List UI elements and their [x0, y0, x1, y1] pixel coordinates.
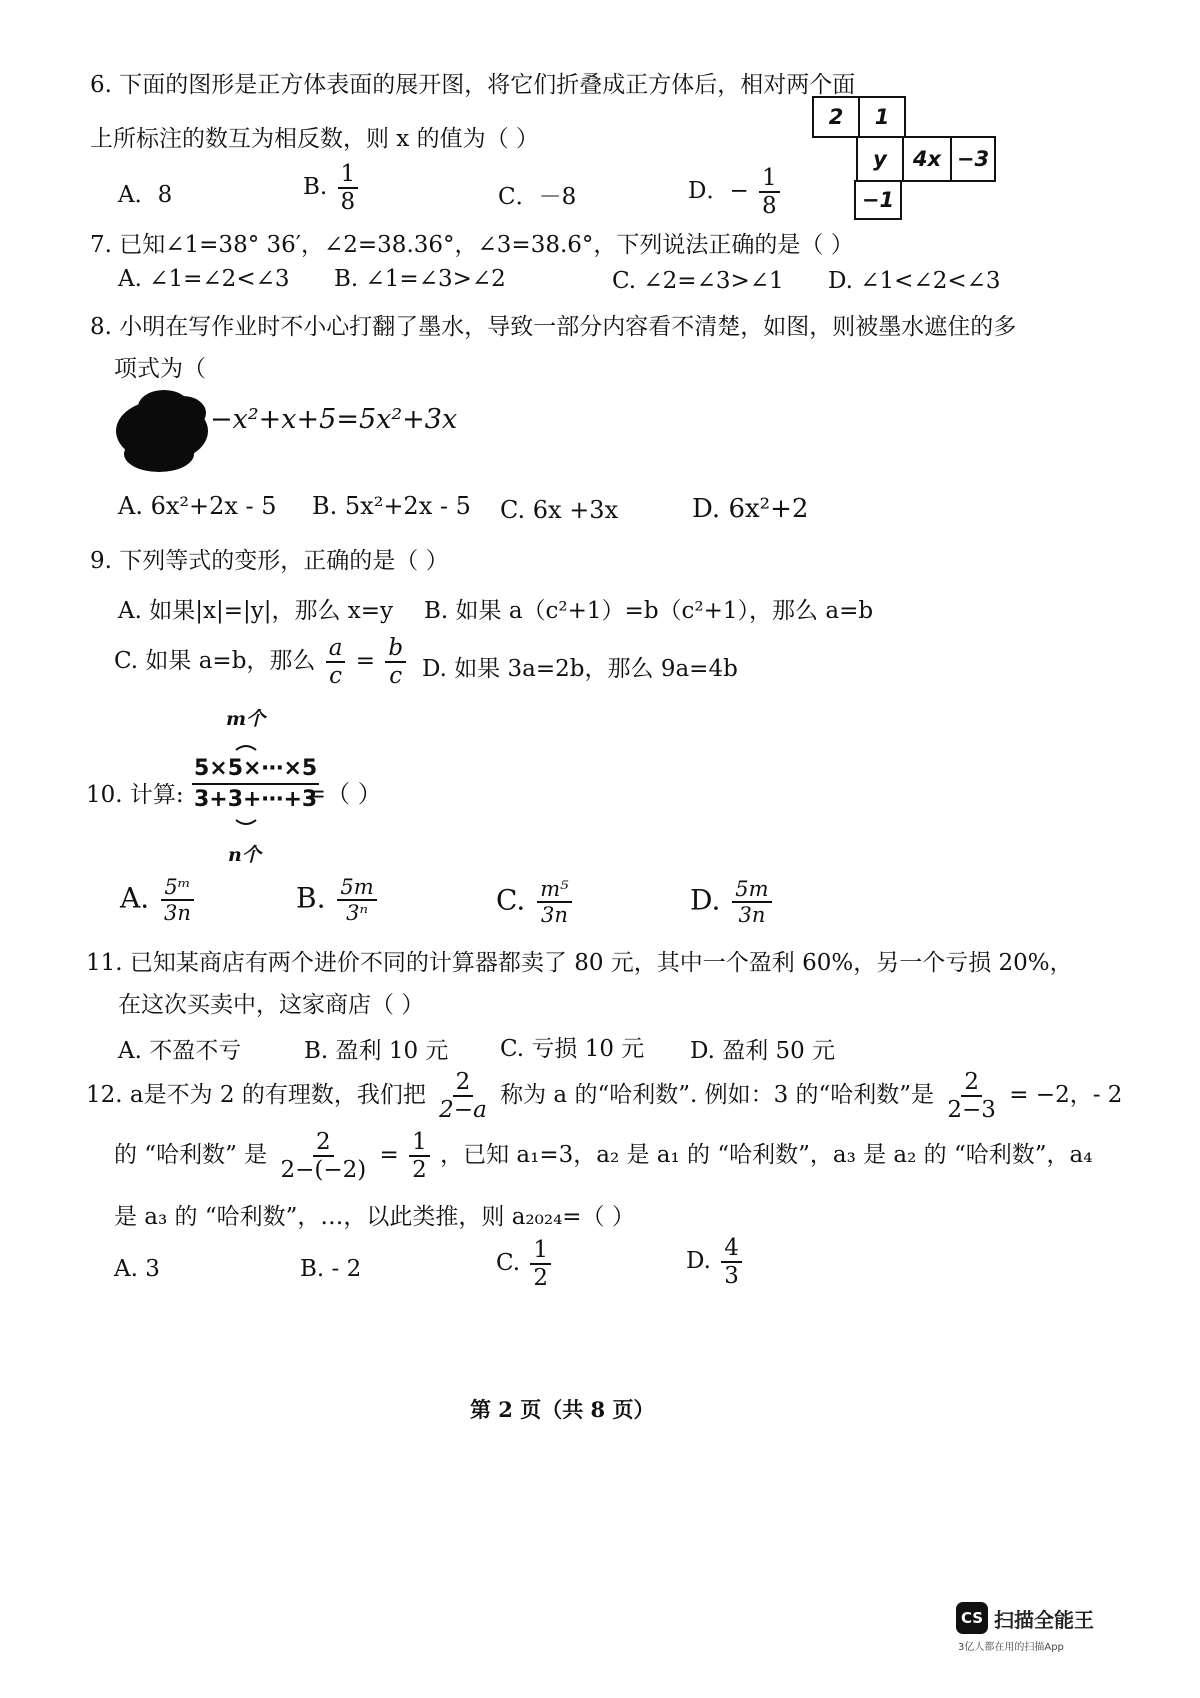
q7-option-b: B. ∠1=∠3>∠2: [334, 266, 506, 292]
q12-line3: 是 a₃ 的 “哈利数”，…，以此类推，则 a₂₀₂₄=（ ）: [114, 1204, 635, 1230]
q7-option-a: A. ∠1=∠2<∠3: [118, 266, 290, 292]
net-cell-2: 2: [812, 96, 860, 138]
q8-equation: −x²+x+5=5x²+3x: [210, 404, 458, 435]
q10-option-b-label: B.: [296, 881, 326, 915]
q6-line1: 6. 下面的图形是正方体表面的展开图，将它们折叠成正方体后，相对两个面: [90, 72, 856, 98]
q6-option-b-fraction: [338, 162, 359, 214]
q11-option-c: C. 亏损 10 元: [500, 1036, 645, 1062]
q12-line1-frac2-den: 2−3: [947, 1097, 996, 1124]
q9-frac2-den: c: [389, 663, 403, 690]
q12-option-d: [686, 1236, 745, 1288]
net-cell-4x: 4x: [902, 136, 952, 182]
q8-option-a: A. 6x²+2x - 5: [118, 492, 277, 520]
q9-option-d: D. 如果 3a=2b，那么 9a=4b: [422, 656, 738, 682]
q9-option-c-text: C. 如果 a=b，那么: [114, 648, 316, 675]
q12-option-c-num: 1: [530, 1238, 551, 1265]
q10-bottom-brace-label: n个: [228, 844, 261, 866]
q7-option-c: C. ∠2=∠3>∠1: [612, 268, 784, 294]
q6-line2: 上所标注的数互为相反数，则 x 的值为（ ）: [90, 126, 539, 152]
q10-option-c: [496, 878, 575, 926]
q12-line2-text-b: ，已知 a₁=3，a₂ 是 a₁ 的 “哈利数”，a₃ 是 a₂ 的 “哈利数”，a₄: [440, 1142, 1093, 1169]
q10-option-d: [690, 878, 775, 926]
q12-line1-text-b: 称为 a 的“哈利数”. 例如：3 的“哈利数”是: [500, 1082, 935, 1109]
q10-option-b-fraction: [337, 876, 376, 924]
q10-top-brace-label: m个: [226, 708, 266, 730]
q10-option-b: [296, 876, 380, 924]
q8-option-b: B. 5x²+2x - 5: [312, 492, 471, 520]
q12-line2-frac2-den: 2: [412, 1157, 427, 1184]
q12-option-a: A. 3: [114, 1256, 160, 1282]
q9-frac1-den: c: [329, 663, 343, 690]
q12-line1: [86, 1070, 1122, 1122]
q6-option-d-label: D．−: [688, 178, 749, 205]
q10-option-b-den: 3ⁿ: [346, 901, 368, 926]
q12-line1-frac1-den: 2−a: [439, 1097, 487, 1124]
q12-line2-frac1-num: 2: [313, 1130, 334, 1157]
q6-option-d: [688, 166, 783, 218]
q12-line1-frac2: [944, 1070, 999, 1122]
q10-fraction: [192, 756, 319, 812]
q10-option-c-fraction: [537, 878, 571, 926]
q12-line1-frac2-num: 2: [961, 1070, 982, 1097]
q9-frac2-num: b: [385, 636, 406, 663]
q6-option-d-fraction: [759, 166, 780, 218]
q11-option-a: A. 不盈不亏: [118, 1038, 242, 1064]
q11-option-b: B. 盈利 10 元: [304, 1038, 449, 1064]
q10-tail: =（ ）: [306, 780, 382, 808]
q8-line2: 项式为（: [114, 356, 206, 382]
watermark-title: 扫描全能王: [994, 1608, 1094, 1632]
q9-option-b: B. 如果 a（c²+1）=b（c²+1），那么 a=b: [424, 598, 874, 624]
q12-option-c-den: 2: [533, 1265, 549, 1292]
net-cell-neg1: −1: [854, 180, 902, 220]
q12-line2: [114, 1130, 1092, 1182]
q12-option-d-label: D.: [686, 1248, 711, 1275]
q6-option-b-label: B.: [303, 174, 328, 201]
q7-stem: 7. 已知∠1=38° 36′，∠2=38.36°，∠3=38.6°，下列说法正确的是（ ）: [90, 232, 854, 258]
q9-option-c: [114, 636, 409, 688]
q8-option-d: D. 6x²+2: [692, 494, 809, 524]
q10-numerator: 5×5×⋯×5: [192, 756, 319, 785]
q10-option-a-den: 3n: [164, 901, 191, 926]
q10-option-d-fraction: [732, 878, 771, 926]
q10-bottom-brace: [234, 818, 258, 828]
camscanner-logo: CS: [956, 1602, 988, 1634]
q12-option-d-den: 3: [724, 1263, 739, 1290]
q12-line2-frac2: [409, 1130, 430, 1182]
q9-option-a: A. 如果|x|=|y|，那么 x=y: [118, 598, 394, 624]
q10-option-b-num: 5m: [337, 876, 376, 901]
q11-option-d: D. 盈利 50 元: [690, 1038, 836, 1064]
q6-option-b: [303, 162, 361, 214]
q10-option-a-label: A.: [120, 881, 150, 915]
q10-option-d-label: D.: [690, 883, 721, 917]
q12-line2-text-a: 的 “哈利数” 是: [114, 1142, 268, 1169]
q12-option-d-num: 4: [721, 1236, 742, 1263]
net-cell-neg3: −3: [950, 136, 996, 182]
q12-line1-frac1: [436, 1070, 490, 1122]
q6-option-c: C．－8: [498, 184, 577, 210]
q7-option-d: D. ∠1<∠2<∠3: [828, 268, 1001, 294]
q12-line1-text-c: = −2，- 2: [1009, 1082, 1123, 1109]
q10-option-a-num: 5ᵐ: [161, 876, 193, 901]
q10-option-c-num: m⁵: [537, 878, 571, 903]
net-cell-y: y: [856, 136, 904, 182]
q12-line1-frac1-num: 2: [453, 1070, 474, 1097]
q10-option-c-label: C.: [496, 883, 526, 917]
q8-option-c: C. 6x +3x: [500, 496, 619, 524]
q11-line2: 在这次买卖中，这家商店（ ）: [118, 992, 425, 1018]
q12-line2-frac1: [277, 1130, 369, 1182]
q6-option-b-den: 8: [340, 189, 356, 216]
q12-option-b: B. - 2: [300, 1256, 362, 1282]
q8-line1: 8. 小明在写作业时不小心打翻了墨水，导致一部分内容看不清楚，如图，则被墨水遮住的多: [90, 314, 1017, 340]
q11-line1: 11. 已知某商店有两个进价不同的计算器都卖了 80 元，其中一个盈利 60%，另一个亏损 20%，: [86, 950, 1073, 976]
q9-frac1-num: a: [326, 636, 346, 663]
q12-option-c: [496, 1238, 554, 1290]
q12-option-c-label: C.: [496, 1250, 521, 1277]
q10-option-d-den: 3n: [738, 903, 766, 928]
q10-label: 10. 计算:: [86, 782, 184, 808]
q10-denominator: 3+3+⋯+3: [194, 787, 318, 812]
q12-option-c-fraction: [530, 1238, 551, 1290]
q6-option-d-den: 8: [762, 193, 777, 220]
q9-option-c-equals: =: [355, 648, 376, 675]
q10-option-d-num: 5m: [732, 878, 771, 903]
q12-line1-text-a: 12. a是不为 2 的有理数，我们把: [86, 1082, 426, 1109]
q10-option-a-fraction: [161, 876, 194, 924]
q12-line2-frac2-num: 1: [409, 1130, 430, 1157]
q6-option-d-num: 1: [759, 166, 780, 193]
q10-option-a: [120, 876, 197, 924]
q10-top-brace: [234, 742, 258, 752]
q9-stem: 9. 下列等式的变形，正确的是（ ）: [90, 548, 449, 574]
q6-option-b-num: 1: [338, 162, 359, 189]
q12-option-d-fraction: [721, 1236, 742, 1288]
net-cell-1: 1: [858, 96, 906, 138]
page-footer: 第 2 页（共 8 页）: [470, 1397, 655, 1422]
watermark-subtitle: 3亿人都在用的扫描App: [958, 1642, 1064, 1653]
q6-option-a: A．8: [118, 182, 173, 208]
q12-line2-frac1-den: 2−(−2): [280, 1157, 367, 1184]
q10-option-c-den: 3n: [540, 903, 568, 928]
q9-option-c-frac2: [385, 636, 406, 688]
q12-line2-equals: =: [379, 1142, 399, 1169]
q9-option-c-frac1: [326, 636, 346, 688]
